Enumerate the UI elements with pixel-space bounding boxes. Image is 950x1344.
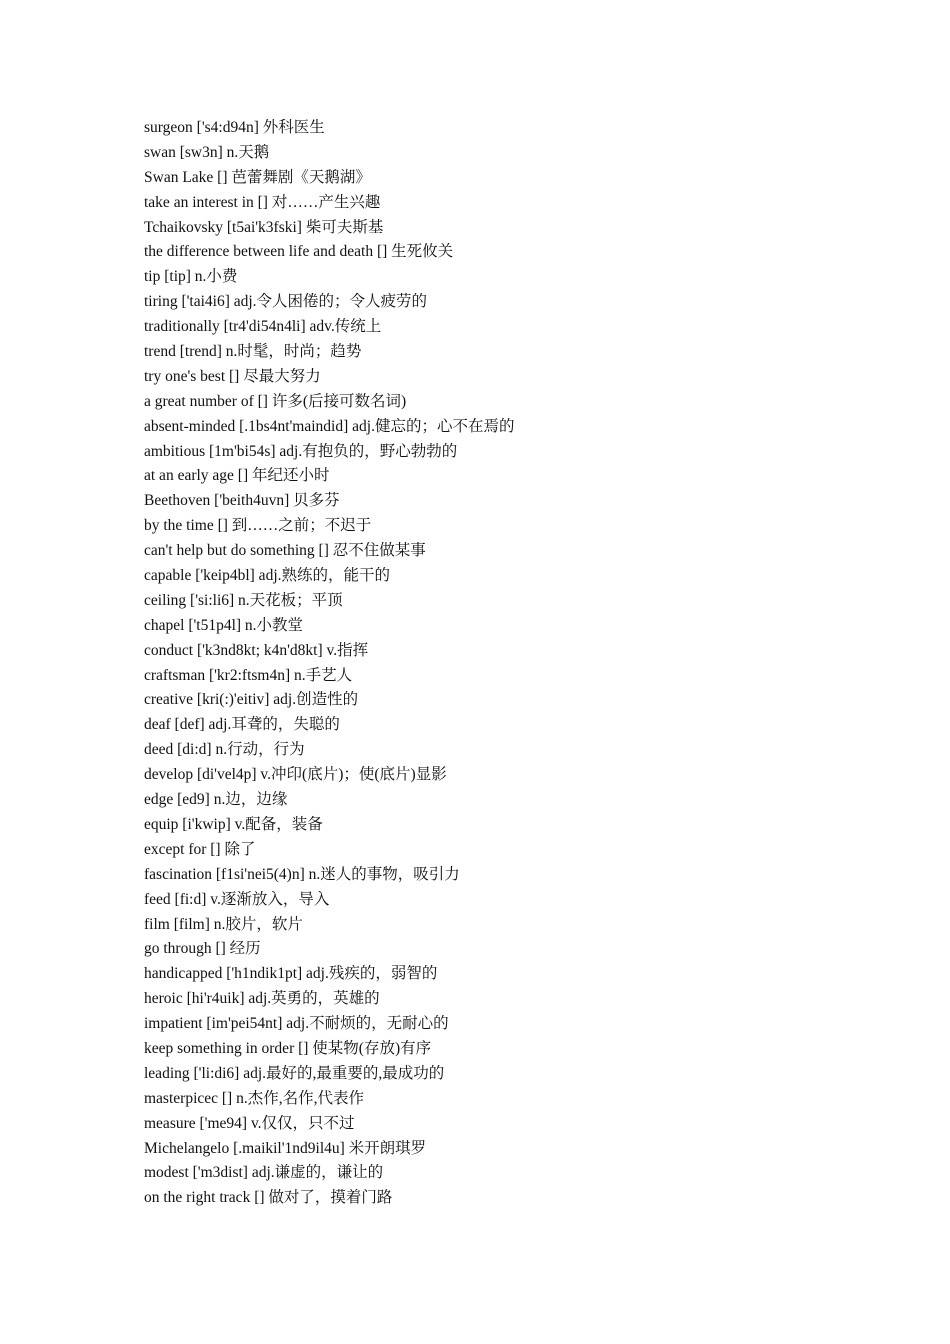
vocab-entry: Tchaikovsky [t5ai'k3fski] 柴可夫斯基 [144,218,384,236]
vocab-entry: Michelangelo [.maikil'1nd9il4u] 米开朗琪罗 [144,1139,427,1157]
vocab-entry: absent-minded [.1bs4nt'maindid] adj.健忘的；心不在焉的 [144,417,515,435]
vocab-entry: at an early age [] 年纪还小时 [144,467,330,485]
vocab-entry: conduct ['k3nd8kt; k4n'd8kt] v.指挥 [144,641,369,659]
vocab-entry: masterpicec [] n.杰作,名作,代表作 [144,1089,364,1107]
vocabulary-list [144,116,514,1211]
vocab-entry: craftsman ['kr2:ftsm4n] n.手艺人 [144,666,353,684]
vocab-entry: ceiling ['si:li6] n.天花板；平顶 [144,591,343,609]
vocab-entry: trend [trend] n.时髦，时尚；趋势 [144,343,362,361]
vocab-entry: fascination [f1si'nei5(4)n] n.迷人的事物，吸引力 [144,865,460,883]
vocab-entry: feed [fi:d] v.逐渐放入，导入 [144,890,330,908]
vocab-entry: measure ['me94] v.仅仅，只不过 [144,1114,355,1132]
vocab-entry: can't help but do something [] 忍不住做某事 [144,542,426,560]
vocab-entry: the difference between life and death [] 生死攸关 [144,243,454,261]
vocab-entry: swan [sw3n] n.天鹅 [144,143,270,161]
vocab-entry: heroic [hi'r4uik] adj.英勇的，英雄的 [144,990,380,1008]
vocab-entry: tiring ['tai4i6] adj.令人困倦的；令人疲劳的 [144,293,428,311]
vocab-entry: develop [di'vel4p] v.冲印(底片)；使(底片)显影 [144,766,447,784]
vocab-entry: go through [] 经历 [144,940,261,958]
vocab-entry: deed [di:d] n.行动，行为 [144,741,305,759]
vocab-entry: creative [kri(:)'eitiv] adj.创造性的 [144,691,359,709]
vocab-entry: keep something in order [] 使某物(存放)有序 [144,1039,432,1057]
vocab-entry: a great number of [] 许多(后接可数名词) [144,392,407,410]
vocab-entry: take an interest in [] 对……产生兴趣 [144,193,381,211]
vocab-entry: try one's best [] 尽最大努力 [144,367,321,385]
vocab-entry: handicapped ['h1ndik1pt] adj.残疾的，弱智的 [144,965,438,983]
vocab-entry: capable ['keip4bl] adj.熟练的，能干的 [144,567,390,585]
vocab-entry: on the right track [] 做对了，摸着门路 [144,1189,393,1207]
vocab-entry: equip [i'kwip] v.配备，装备 [144,815,323,833]
vocab-entry: deaf [def] adj.耳聋的，失聪的 [144,716,340,734]
vocab-entry: tip [tip] n.小费 [144,268,238,286]
vocab-entry: film [film] n.胶片，软片 [144,915,303,933]
vocab-entry: traditionally [tr4'di54n4li] adv.传统上 [144,318,382,336]
vocab-entry: modest ['m3dist] adj.谦虚的，谦让的 [144,1164,384,1182]
vocab-entry: Swan Lake [] 芭蕾舞剧《天鹅湖》 [144,168,371,186]
vocab-entry: impatient [im'pei54nt] adj.不耐烦的，无耐心的 [144,1015,449,1033]
vocab-entry: surgeon ['s4:d94n] 外科医生 [144,119,325,136]
vocab-entry: leading ['li:di6] adj.最好的,最重要的,最成功的 [144,1064,445,1082]
vocab-entry: chapel ['t51p4l] n.小教堂 [144,616,304,634]
vocab-entry: Beethoven ['beith4uvn] 贝多芬 [144,492,340,510]
vocab-entry: edge [ed9] n.边，边缘 [144,791,288,809]
vocab-entry: except for [] 除了 [144,840,256,858]
vocab-entry: ambitious [1m'bi54s] adj.有抱负的，野心勃勃的 [144,442,458,460]
vocab-entry: by the time [] 到……之前；不迟于 [144,517,372,535]
